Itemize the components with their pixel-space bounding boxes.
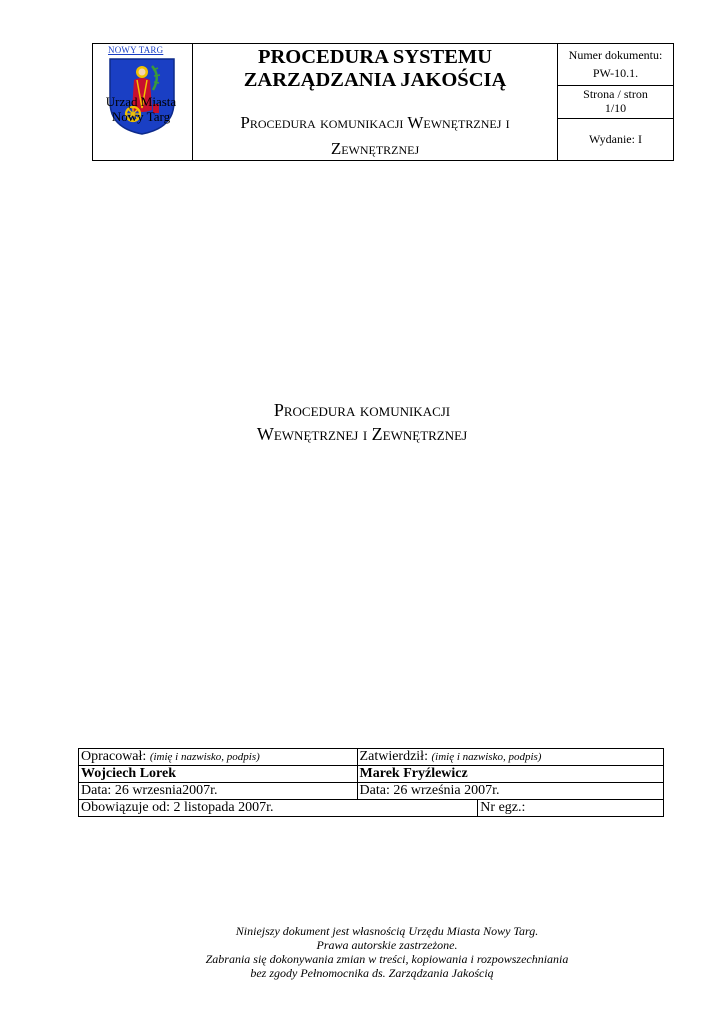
doc-number: PW-10.1. — [592, 66, 639, 80]
footer-line1: Niniejszy dokument jest własnością Urzędu Miasta Nowy Targ. — [235, 924, 539, 938]
copy-number: Nr egz.: — [478, 800, 664, 817]
signoff-row-effective — [79, 800, 664, 817]
page-label: Strona / stron — [583, 87, 648, 101]
prepared-label-cell — [79, 749, 358, 766]
effective-date: Obowiązuje od: 2 listopada 2007r. — [79, 800, 478, 817]
document-title-line1: Procedura komunikacji — [273, 400, 451, 420]
logo-office-name: Urząd Miasta Nowy Targ — [105, 94, 177, 124]
footer-line3: Zabrania się dokonywania zmian w treści, kopiowania i rozpowszechniania — [205, 952, 569, 966]
footer-line2: Prawa autorskie zastrzeżone. — [316, 938, 458, 952]
main-title-line2: ZARZĄDZANIA JAKOŚCIĄ — [243, 69, 507, 91]
approved-label: Zatwierdził: — [359, 749, 432, 764]
signoff-row-names — [79, 766, 664, 783]
procedure-subtitle — [193, 110, 557, 162]
main-title-line1: PROCEDURA SYSTEMU — [257, 46, 493, 68]
approved-hint: (imię i nazwisko, podpis) — [431, 751, 542, 763]
approved-date: Data: 26 września 2007r. — [357, 783, 663, 800]
prepared-date: Data: 26 wrzesnia2007r. — [79, 783, 358, 800]
subtitle-line2: Zewnętrznej — [330, 139, 420, 158]
main-title — [193, 46, 557, 92]
approved-label-cell — [357, 749, 663, 766]
document-title — [0, 398, 724, 446]
signoff-table — [78, 748, 664, 817]
copyright-footer — [0, 924, 724, 980]
approved-name: Marek Fryźlewicz — [357, 766, 663, 783]
edition-box — [558, 119, 673, 160]
subtitle-line1: Procedura komunikacji Wewnętrznej i — [240, 113, 510, 132]
page-count-box — [558, 86, 673, 119]
doc-number-label: Numer dokumentu: — [568, 48, 663, 62]
document-title-line2: Wewnętrznej i Zewnętrznej — [256, 424, 468, 444]
prepared-name: Wojciech Lorek — [79, 766, 358, 783]
document-header — [92, 43, 674, 161]
signoff-row-dates — [79, 783, 664, 800]
edition: Wydanie: I — [589, 132, 642, 146]
doc-number-box — [558, 44, 673, 86]
meta-cell — [558, 44, 673, 160]
title-cell — [193, 44, 558, 160]
logo-town-name: NOWY TARG — [108, 45, 164, 55]
signoff-row-labels — [79, 749, 664, 766]
footer-line4: bez zgody Pełnomocnika ds. Zarządzania Jakością — [250, 966, 494, 980]
prepared-hint: (imię i nazwisko, podpis) — [149, 751, 260, 763]
logo-cell — [93, 44, 193, 160]
prepared-label: Opracował: — [81, 749, 150, 764]
page-value: 1/10 — [604, 101, 627, 115]
